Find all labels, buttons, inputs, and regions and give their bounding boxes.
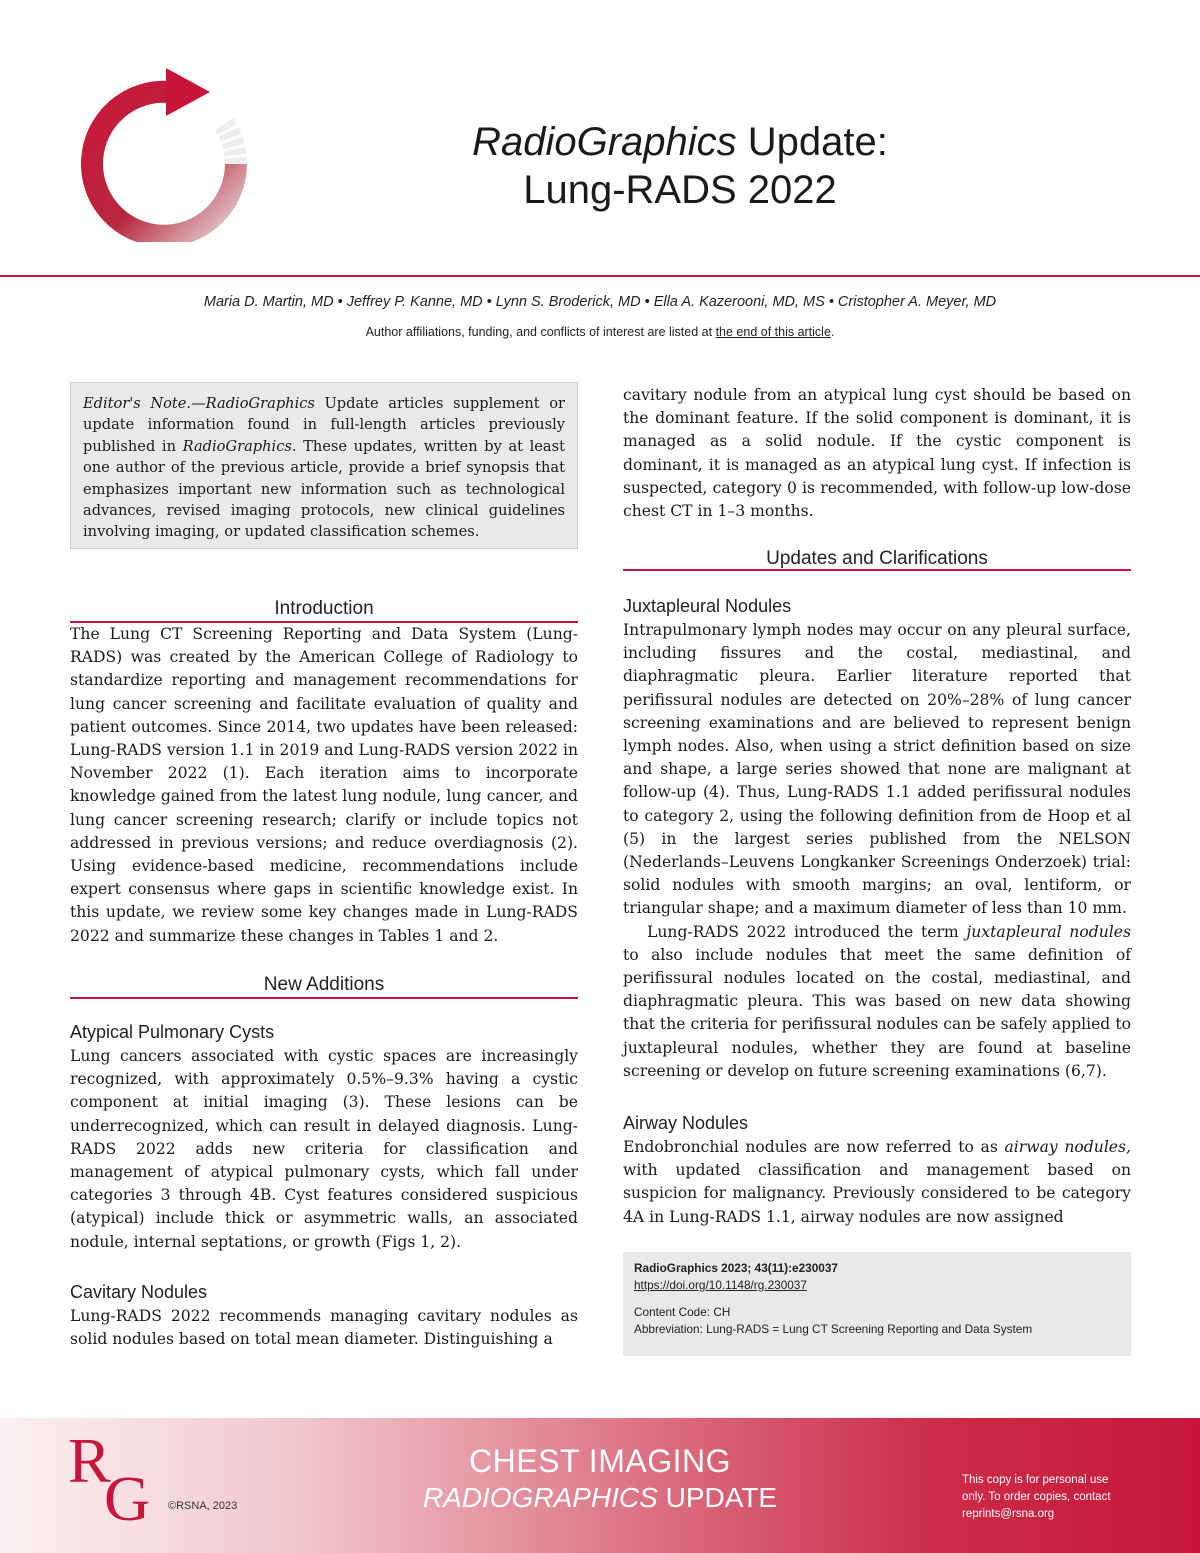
section-rule: [70, 997, 578, 999]
journal-citation: RadioGraphics 2023; 43(11):e230037: [634, 1261, 838, 1275]
reprint-notice: This copy is for personal use only. To order copies, contact reprints@rsna.org: [962, 1474, 1111, 1520]
affiliation-note: Author affiliations, funding, and conflicts of interest are listed at the end of this article.: [365, 325, 835, 339]
abbreviation-note: Abbreviation: Lung-RADS = Lung CT Screening Reporting and Data System: [634, 1322, 1033, 1336]
cavitary-nodules-text: Lung-RADS 2022 recommends managing cavitary nodules as solid nodules based on total mean diameter. Distinguishing a: [70, 1307, 578, 1349]
rsna-copyright: ©RSNA, 2023: [168, 1500, 238, 1512]
author-list: Maria D. Martin, MD • Jeffrey P. Kanne, MD • Lynn S. Broderick, MD • Ella A. Kazerooni, MD, MS • Cristopher A. Meyer, MD: [203, 294, 997, 310]
article-title: RadioGraphics Update: Lung-RADS 2022: [472, 120, 888, 212]
end-of-article-link[interactable]: the end of this article: [715, 325, 831, 339]
doi-link[interactable]: https://doi.org/10.1148/rg.230037: [634, 1278, 807, 1292]
rg-journal-logo: [64, 1420, 174, 1530]
radiographics-update-arrow-icon: [74, 62, 254, 242]
cavitary-nodules-heading: Cavitary Nodules: [70, 1282, 208, 1302]
section-rule: [623, 569, 1131, 571]
introduction-text: The Lung CT Screening Reporting and Data System (Lung-RADS) was created by the American College of Radiology to standardize reporting and management recommendations for lung cancer screening and facilitate evaluation of quality and patient outcomes. Since 2014, two updates have been released: Lung-RADS version 1.1 in 2019 and Lung-RADS version 2022 in November 2022 (1). Each iteration aims to incorporate knowledge gained from the latest lung nodule, lung cancer, and lung cancer screening research; clarify or include topics not addressed in previous versions; and reduce overdiagnosis (2). Using evidence-based medicine, recommendations include expert consensus where gaps in scientific knowledge exist. In this update, we review some key changes made in Lung-RADS 2022 and summarize these changes in Tables 1 and 2.: [70, 625, 578, 945]
updates-heading: Updates and Clarifications: [766, 548, 988, 569]
atypical-cysts-heading: Atypical Pulmonary Cysts: [70, 1022, 275, 1042]
juxtapleural-heading: Juxtapleural Nodules: [623, 596, 792, 616]
atypical-cysts-text: Lung cancers associated with cystic spaces are increasingly recognized, with approximately 0.5%–9.3% having a cystic component at initial imaging (3). These lesions can be underrecognized, which can result in delayed diagnosis. Lung-RADS 2022 adds new criteria for classification and management of atypical pulmonary cysts, which fall under categories 3 through 4B. Cyst features considered suspicious (atypical) include thick or asymmetric walls, an associated nodule, internal septations, or growth (Figs 1, 2).: [70, 1047, 578, 1251]
header-divider: [0, 275, 1200, 277]
svg-text:R: R: [68, 1425, 111, 1496]
airway-nodules-text: Endobronchial nodules are now referred to as airway nodules, with updated classification and management based on suspicion for malignancy. Previously considered to be category 4A in Lung-RADS 1.1, airway nodules are now assigned: [623, 1138, 1131, 1226]
citation-box: [623, 1252, 1131, 1356]
footer-section-title: [360, 1442, 840, 1516]
editors-note-box: Editor's Note.—RadioGraphics Update articles supplement or update information found in full-length articles previously published in RadioGraphics. These updates, written by at least one author of the previous article, provide a brief synopsis that emphasizes important new information such as technological advances, revised imaging protocols, new clinical guidelines involving imaging, or updated classification schemes.: [70, 382, 578, 549]
juxtapleural-text: Intrapulmonary lymph nodes may occur on any pleural surface, including fissures and the costal, mediastinal, and diaphragmatic pleura. Earlier literature reported that perifissural nodules are detected on 20%–28% of lung cancer screening examinations and are believed to represent benign lymph nodes. Also, when using a strict definition based on size and shape, a large series showed that none are malignant at follow-up (4). Thus, Lung-RADS 1.1 added perifissural nodules to category 2, using the following definition from de Hoop et al (5) in the largest series published from the NELSON (Nederlands–Leuvens Longkanker Screenings Onderzoek) trial: solid nodules with smooth margins; an oval, lentiform, or triangular shape; and a maximum diameter of less than 10 mm. Lung-RADS 2022 introduced the term juxtapleural nodules to also include nodules that meet the same definition of perifissural nodules located on the costal, mediastinal, and diaphragmatic pleura. This was based on new data showing that the criteria for perifissural nodules can be safely applied to juxtapleural nodules, whether they are found at baseline screening or develop on future screening examinations (6,7).: [623, 621, 1131, 1080]
content-code: Content Code: CH: [634, 1305, 731, 1319]
section-label: CHEST IMAGING: [469, 1443, 731, 1479]
airway-nodules-heading: Airway Nodules: [623, 1113, 749, 1133]
new-additions-heading: New Additions: [263, 974, 385, 995]
introduction-heading: Introduction: [274, 598, 374, 619]
series-label: RADIOGRAPHICS UPDATE: [422, 1482, 778, 1513]
cavitary-nodules-continued: cavitary nodule from an atypical lung cyst should be based on the dominant feature. If the solid component is dominant, it is managed as a solid nodule. If the cystic component is dominant, it is managed as an atypical lung cyst. If infection is suspected, category 0 is recommended, with follow-up low-dose chest CT in 1–3 months.: [623, 386, 1131, 521]
svg-text:G: G: [104, 1463, 151, 1530]
